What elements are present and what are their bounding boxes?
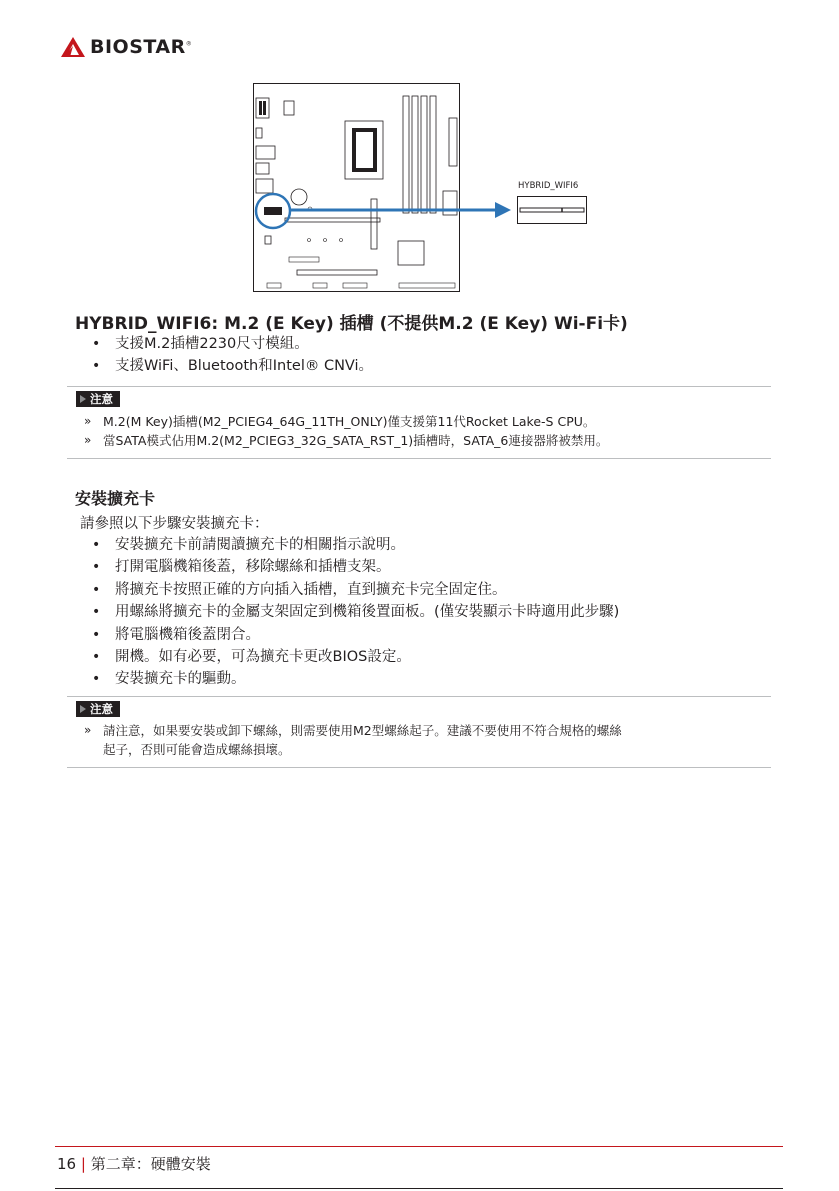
install-steps — [75, 534, 619, 691]
page-number: 16 — [57, 1155, 77, 1173]
hybrid-wifi6-connector — [517, 196, 587, 224]
list-item: • 支援WiFi、Bluetooth和Intel® CNVi。 — [75, 355, 373, 377]
triangle-icon — [80, 395, 86, 403]
motherboard-diagram — [253, 83, 461, 293]
footer-rule — [55, 1146, 783, 1147]
list-item: • 將電腦機箱後蓋閉合。 — [75, 624, 619, 646]
note-divider-top — [67, 696, 771, 697]
note-tag-label: 注意 — [90, 392, 113, 406]
note-divider-bottom — [67, 767, 771, 768]
list-item: » M.2(M Key)插槽(M2_PCIEG4_64G_11TH_ONLY)僅支援第11代Rocket Lake-S CPU。 — [76, 412, 608, 431]
footer-separator: | — [80, 1155, 86, 1173]
note-list — [76, 721, 622, 759]
list-item: • 支援M.2插槽2230尺寸模組。 — [75, 333, 373, 355]
note-tag — [76, 391, 120, 407]
list-item: » 當SATA模式佔用M.2(M2_PCIEG3_32G_SATA_RST_1)插槽時，SATA_6連接器將被禁用。 — [76, 431, 608, 450]
biostar-logo — [60, 33, 192, 61]
connector-label: HYBRID_WIFI6 — [518, 181, 579, 191]
section-intro: 請參照以下步驟安裝擴充卡： — [80, 516, 269, 532]
list-item — [76, 721, 622, 759]
note-list — [76, 412, 608, 450]
note-line: » 請注意，如果要安裝或卸下螺絲，則需要使用M2型螺絲起子。建議不要使用不符合規格的螺絲 — [103, 723, 622, 738]
note-divider-bottom — [67, 458, 771, 459]
hybrid-wifi6-bullets — [75, 333, 373, 378]
list-item: • 安裝擴充卡的驅動。 — [75, 668, 619, 690]
note-divider-top — [67, 386, 771, 387]
pointer-arrow-icon — [453, 200, 513, 220]
list-item: • 用螺絲將擴充卡的金屬支架固定到機箱後置面板。(僅安裝顯示卡時適用此步驟) — [75, 601, 619, 623]
list-item: • 打開電腦機箱後蓋，移除螺絲和插槽支架。 — [75, 556, 619, 578]
list-item: • 將擴充卡按照正確的方向插入插槽，直到擴充卡完全固定住。 — [75, 579, 619, 601]
biostar-logo-icon — [60, 36, 86, 58]
note-tag-label: 注意 — [90, 702, 113, 716]
footer-bottom-rule — [55, 1188, 783, 1189]
list-item: • 開機。如有必要，可為擴充卡更改BIOS設定。 — [75, 646, 619, 668]
list-item: • 安裝擴充卡前請閱讀擴充卡的相關指示說明。 — [75, 534, 619, 556]
brand-name: BIOSTAR® — [90, 36, 193, 58]
note-tag — [76, 701, 120, 717]
chapter-title: 第二章：硬體安裝 — [90, 1155, 211, 1173]
page-footer — [57, 1153, 211, 1174]
section-title-install-card: 安裝擴充卡 — [75, 489, 156, 508]
triangle-icon — [80, 705, 86, 713]
note-line: 起子，否則可能會造成螺絲損壞。 — [103, 742, 291, 757]
section-title-hybrid-wifi6: HYBRID_WIFI6: M.2 (E Key) 插槽 (不提供M.2 (E Key) Wi-Fi卡) — [75, 314, 628, 334]
